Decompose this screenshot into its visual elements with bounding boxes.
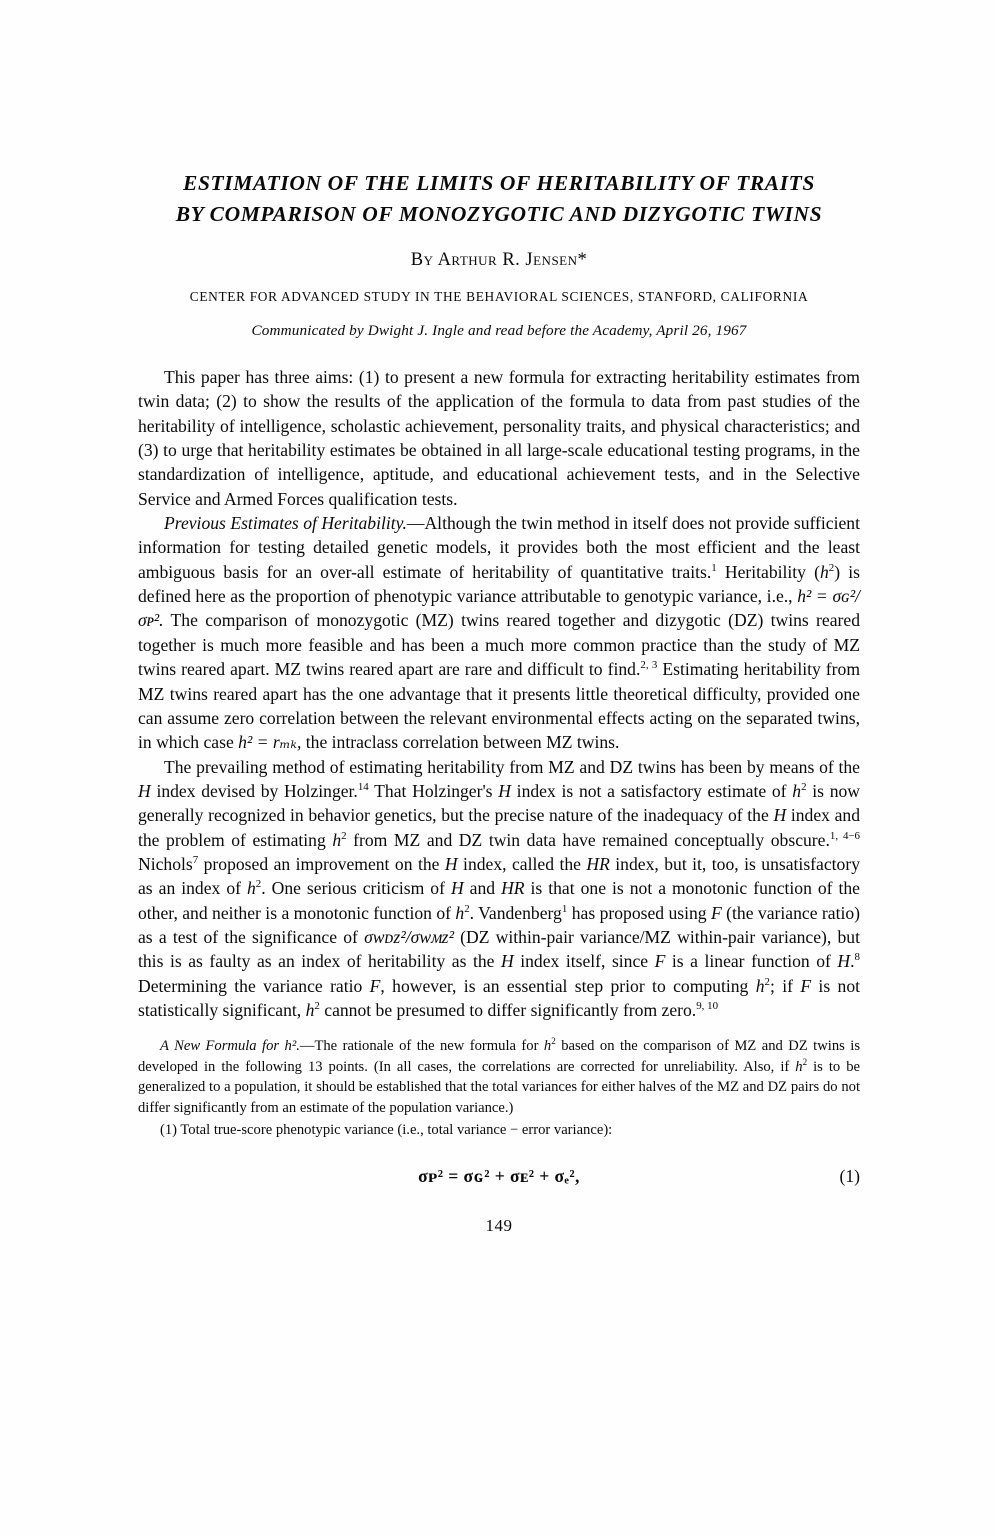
- math-F-2: F: [654, 951, 666, 972]
- paragraph-aims: [138, 365, 860, 511]
- math-h-small-2-exponent: 2: [802, 1056, 808, 1067]
- h-index-c: That Holzinger's: [368, 780, 499, 801]
- math-h-small-1-exponent: 2: [551, 1036, 556, 1047]
- math-H-4: H: [444, 853, 458, 874]
- previous-estimates-heading: Previous Estimates of Heritability.: [164, 513, 407, 534]
- math-h-4-exponent: 2: [464, 902, 470, 915]
- math-H-3: H: [773, 805, 787, 826]
- ref-marker-8: 8: [854, 951, 860, 964]
- h-index-b: index devised by Holzinger.: [150, 780, 358, 801]
- inline-variance-ratio: σwᴅᴢ²/σwᴍᴢ²: [364, 926, 454, 947]
- math-HR-2: HR: [501, 878, 525, 899]
- new-formula-a: —The rationale of the new formula for: [299, 1038, 544, 1055]
- inline-equation-h2-ratio: h² = σɢ²/σᴘ².: [138, 586, 860, 631]
- math-h: h: [820, 561, 829, 582]
- author-affiliation: CENTER FOR ADVANCED STUDY IN THE BEHAVIORAL SCIENCES, STANFORD, CALIFORNIA: [189, 289, 809, 305]
- paragraph-point-1: (1) Total true-score phenotypic variance (i.e., total variance − error variance):: [160, 1122, 613, 1138]
- math-H-7: H: [837, 951, 851, 972]
- math-h-6-exponent: 2: [314, 1000, 320, 1013]
- math-h-2-exponent: 2: [341, 829, 347, 842]
- equation-1-number: (1): [839, 1166, 860, 1187]
- new-formula-b: based on the comparison of MZ and DZ twins is developed in the following 13 points. (In all cases, the correlations are corrected for unreliability. Also, if: [138, 1038, 860, 1075]
- h-index-period: .: [850, 951, 855, 972]
- math-F-1: F: [711, 902, 722, 923]
- new-formula-c: is to be generalized to a population, it should be established that the total variances for either halves of the MZ and DZ pairs do not differ significantly from an estimate of the population variance.): [138, 1058, 860, 1116]
- ref-marker-1: 1: [711, 561, 717, 574]
- math-h-exponent: 2: [828, 561, 835, 574]
- h-index-k: index, but it, too, is unsatisfactory as an index of: [138, 853, 860, 899]
- ref-marker-7: 7: [192, 854, 199, 867]
- article-body: [138, 365, 860, 1022]
- equation-1-body: σᴘ² = σɢ² + σᴇ² + σₑ²,: [418, 1166, 580, 1187]
- new-formula-heading: A New Formula for h².: [160, 1038, 300, 1055]
- math-h-5-exponent: 2: [764, 975, 770, 988]
- math-h-3-exponent: 2: [255, 878, 262, 891]
- page-number: 149: [485, 1216, 513, 1236]
- h-index-q: (the variance ratio) as a test of the significance of: [138, 902, 861, 947]
- h-index-d: index is not a satisfactory estimate of: [510, 780, 793, 801]
- math-h-3: h: [246, 878, 256, 899]
- math-F-4: F: [800, 975, 812, 996]
- ref-marker-14: 14: [357, 781, 369, 794]
- h-index-o: . Vandenberg: [469, 902, 562, 923]
- previous-estimates-b: Heritability (: [716, 561, 820, 582]
- h-index-y: cannot be presumed to differ significantly from zero.: [319, 999, 697, 1020]
- ref-marker-1b: 1: [561, 902, 568, 915]
- h-index-l: . One serious criticism of: [261, 878, 451, 899]
- h-index-p: has proposed using: [567, 902, 712, 923]
- paragraph-new-formula: [138, 1036, 860, 1118]
- h-index-i: proposed an improvement on the: [198, 853, 445, 874]
- h-index-a: The prevailing method of estimating heritability from MZ and DZ twins has been by means of the: [164, 756, 860, 777]
- math-h-5: h: [755, 975, 765, 996]
- math-H-2: H: [498, 780, 511, 801]
- math-h-small-2: h: [795, 1058, 803, 1075]
- title-line-2: BY COMPARISON OF MONOZYGOTIC AND DIZYGOTIC TWINS: [175, 201, 823, 226]
- previous-estimates-d: The comparison of monozygotic (MZ) twins reared together and dizygotic (DZ) twins reared together is much more feasible and has been a much more common practice than the study of MZ twins reared apart. MZ twins reared apart are rare and difficult to find.: [138, 610, 860, 680]
- math-h-4: h: [455, 902, 465, 923]
- h-index-w: ; if: [769, 975, 801, 996]
- math-H-5: H: [450, 878, 464, 899]
- page-title: [138, 168, 860, 229]
- h-index-f: index and the problem of estimating: [138, 805, 861, 850]
- communicated-note: Communicated by Dwight J. Ingle and read before the Academy, April 26, 1967: [251, 322, 747, 340]
- previous-estimates-e: Estimating heritability from MZ twins reared apart has the one advantage that it presents little theoretical difficulty, provided one can assume zero correlation between the relevant environmental effects acting on the separated twins, in which case: [138, 659, 861, 753]
- page-content: [138, 168, 860, 1236]
- previous-estimates-a: —Although the twin method in itself does not provide sufficient information for testing detailed genetic models, it provides both the most efficient and the least ambiguous basis for an over-all estimate of heritability of quantitative traits.: [138, 513, 860, 582]
- new-formula-section: [138, 1036, 860, 1140]
- math-H-1: H: [138, 780, 151, 801]
- math-HR-1: HR: [586, 853, 610, 874]
- math-h-1: h: [792, 780, 802, 801]
- math-F-3: F: [369, 975, 381, 996]
- h-index-h: Nichols: [138, 853, 193, 874]
- equation-1-row: [138, 1166, 860, 1196]
- h-index-u: Determining the variance ratio: [138, 975, 370, 996]
- math-h-small-1: h: [543, 1038, 552, 1055]
- ref-marker-2-3: 2, 3: [640, 659, 658, 672]
- previous-estimates-c: ) is defined here as the proportion of phenotypic variance attributable to genotypic variance, i.e.,: [138, 561, 861, 607]
- title-line-1: ESTIMATION OF THE LIMITS OF HERITABILITY OF TRAITS: [183, 171, 815, 195]
- h-index-s: index itself, since: [513, 951, 655, 972]
- paragraph-previous-estimates: [138, 511, 860, 754]
- h-index-x: is not statistically significant,: [138, 975, 861, 1020]
- h-index-n: is that one is not a monotonic function of the other, and neither is a monotonic function of: [138, 878, 860, 923]
- math-H-6: H: [500, 951, 514, 972]
- h-index-g: from MZ and DZ twin data have remained conceptually obscure.: [346, 829, 830, 850]
- h-index-e: is now generally recognized in behavior genetics, but the precise nature of the inadequacy of the: [138, 780, 861, 826]
- math-h-6: h: [305, 999, 315, 1020]
- inline-equation-h2-rmz: h² = rₘₖ,: [238, 732, 302, 753]
- paragraph-aims-text: This paper has three aims: (1) to present a new formula for extracting heritability estimates from twin data; (2) to show the results of the application of the formula to data from past studies of the heritability of intelligence, scholastic achievement, personality traits, and physical characteristics; and (3) to urge that heritability estimates be obtained in all large-scale educational testing programs, in the standardization of intelligence, aptitude, and educational achievement tests, and in the Selective Service and Armed Forces qualification tests.: [138, 367, 860, 509]
- author-byline: By Arthur R. Jensen*: [410, 250, 588, 271]
- h-index-r: (DZ within-pair variance/MZ within-pair variance), but this is as faulty as an index of heritability as the: [138, 926, 860, 972]
- ref-marker-1-4-6: 1, 4−6: [829, 829, 860, 842]
- ref-marker-9-10: 9, 10: [696, 1000, 719, 1013]
- h-index-v: , however, is an essential step prior to computing: [380, 975, 756, 996]
- previous-estimates-f: the intraclass correlation between MZ twins.: [301, 732, 620, 753]
- h-index-j: index, called the: [457, 853, 587, 874]
- math-h-2: h: [332, 829, 342, 850]
- h-index-t: is a linear function of: [665, 951, 838, 972]
- h-index-m: and: [463, 878, 502, 899]
- math-h-1-exponent: 2: [801, 781, 807, 794]
- paragraph-h-index: [138, 755, 860, 1023]
